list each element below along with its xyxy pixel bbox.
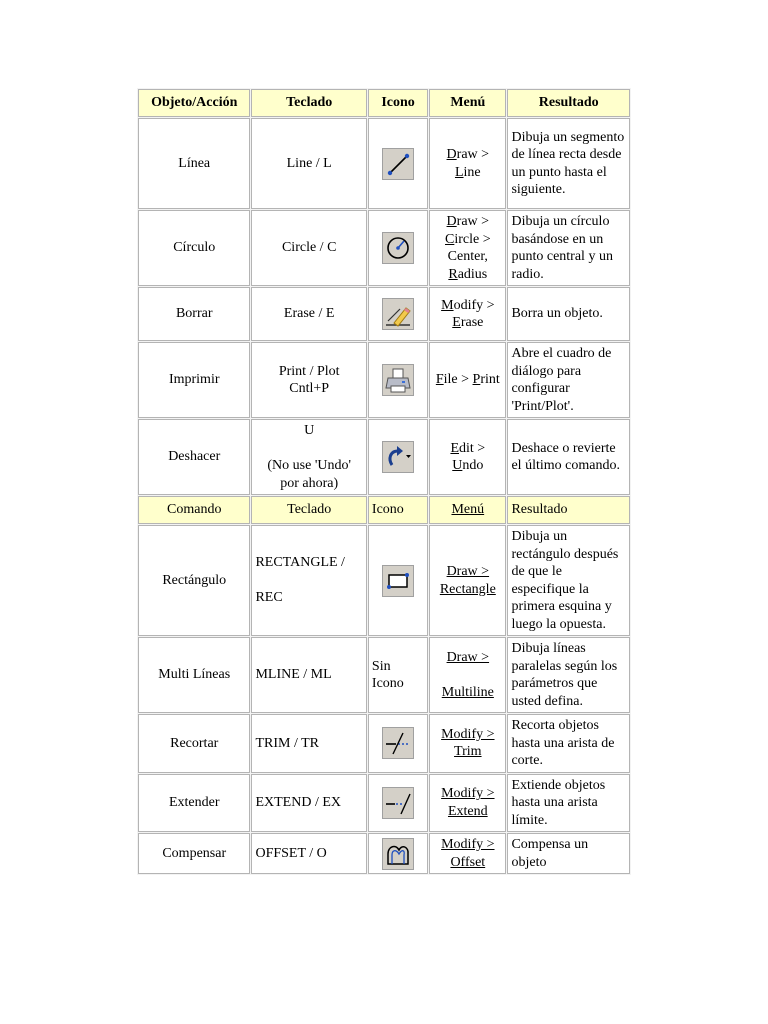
result-text: Compensa un objeto	[511, 837, 589, 870]
result-text: Extiende objetos hasta una arista límite.	[511, 777, 606, 828]
menu-link[interactable]: Extend	[447, 803, 488, 819]
keyboard-line	[255, 572, 362, 590]
menu-accelerator: D	[446, 214, 457, 229]
menu-line	[433, 563, 502, 581]
result-cell	[507, 833, 630, 874]
menu-link[interactable]: Rectangle	[439, 581, 496, 597]
result-cell	[507, 419, 630, 495]
menu-accelerator: E	[450, 440, 459, 456]
result-cell	[507, 342, 630, 418]
result-text: Abre el cuadro de diálogo para configurar 'Print/Plot'.	[511, 346, 612, 414]
menu-text: odify >	[453, 297, 495, 313]
no-icon-text: Sin Icono	[371, 658, 404, 691]
menu-path-cell	[429, 342, 506, 418]
menu-path-cell	[429, 525, 506, 636]
header2-icono: Icono	[368, 496, 428, 524]
menu-path-cell	[429, 774, 506, 833]
menu-text: ine	[463, 164, 481, 180]
keyboard-line: RECTANGLE /	[255, 555, 345, 571]
menu-link[interactable]: Trim	[454, 744, 482, 760]
command-name: Compensar	[162, 845, 227, 861]
icon-cell	[368, 637, 428, 713]
command-name: Rectángulo	[162, 572, 227, 588]
header-row-2	[138, 496, 630, 524]
result-cell	[507, 118, 630, 209]
keyboard-line: MLINE / ML	[255, 667, 332, 683]
offset-icon	[382, 838, 414, 870]
menu-line	[433, 248, 502, 266]
command-name: Multi Líneas	[158, 667, 231, 683]
menu-accelerator: U	[452, 458, 463, 473]
keyboard-cell	[251, 210, 366, 286]
menu-text: ndo	[462, 458, 484, 473]
table-row	[138, 774, 630, 833]
icon-cell	[368, 287, 428, 341]
object-name-cell	[138, 118, 250, 209]
header-menu: Menú	[429, 89, 506, 117]
object-name: Círculo	[173, 240, 216, 256]
header2-resultado: Resultado	[507, 496, 630, 524]
keyboard-line	[255, 440, 362, 458]
keyboard-cell	[251, 637, 366, 713]
keyboard-line: Line / L	[286, 155, 332, 171]
menu-link[interactable]: Multiline	[441, 684, 494, 700]
table-row	[138, 210, 630, 286]
result-cell	[507, 637, 630, 713]
commands-table	[137, 88, 631, 875]
line-icon	[382, 148, 414, 180]
menu-line	[433, 297, 502, 315]
object-name: Línea	[178, 155, 211, 171]
keyboard-line: OFFSET / O	[255, 845, 327, 861]
circle-icon	[382, 232, 414, 264]
keyboard-cell	[251, 774, 366, 833]
undo-icon	[382, 441, 414, 473]
icon-cell	[368, 525, 428, 636]
menu-accelerator: L	[454, 164, 464, 180]
menu-accelerator: D	[446, 147, 457, 162]
icon-cell	[368, 210, 428, 286]
result-cell	[507, 525, 630, 636]
menu-line	[433, 164, 502, 182]
keyboard-line: U	[304, 423, 315, 438]
result-text: Dibuja un rectángulo después de que le especifique la primera esquina y luego la opuesta.	[511, 529, 619, 632]
menu-line	[433, 440, 502, 458]
menu-line	[433, 803, 502, 821]
command-name-cell	[138, 525, 250, 636]
keyboard-line: Print / Plot	[278, 363, 340, 379]
header-teclado: Teclado	[251, 89, 366, 117]
menu-line	[433, 666, 502, 684]
keyboard-line: EXTEND / EX	[255, 795, 341, 810]
menu-line	[433, 314, 502, 332]
keyboard-line: REC	[255, 590, 283, 606]
menu-accelerator: C	[445, 231, 455, 247]
menu-accelerator: E	[452, 315, 461, 330]
trim-icon	[382, 727, 414, 759]
object-name: Imprimir	[168, 372, 220, 388]
keyboard-line: por ahora)	[280, 475, 339, 491]
object-name-cell	[138, 287, 250, 341]
table-row	[138, 118, 630, 209]
menu-text: ircle >	[454, 231, 491, 247]
menu-accelerator: P	[472, 372, 481, 388]
icon-cell	[368, 118, 428, 209]
keyboard-cell	[251, 342, 366, 418]
object-name-cell	[138, 210, 250, 286]
menu-path-cell	[429, 287, 506, 341]
keyboard-line: (No use 'Undo'	[267, 458, 351, 473]
menu-link[interactable]: Offset	[450, 854, 486, 870]
table-row	[138, 833, 630, 874]
keyboard-cell	[251, 419, 366, 495]
menu-line	[433, 684, 502, 702]
icon-cell	[368, 774, 428, 833]
result-cell	[507, 714, 630, 773]
printer-icon	[382, 364, 414, 396]
menu-text: adius	[457, 266, 488, 282]
result-text: Recorta objetos hasta una arista de corte.	[511, 718, 615, 768]
result-text: Deshace o revierte el último comando.	[511, 440, 620, 473]
command-name: Extender	[168, 795, 220, 810]
menu-path-cell	[429, 210, 506, 286]
menu-line	[433, 743, 502, 761]
command-name-cell	[138, 714, 250, 773]
header-objeto: Objeto/Acción	[138, 89, 250, 117]
menu-path-cell	[429, 419, 506, 495]
menu-text: rint	[480, 372, 500, 388]
table-row	[138, 342, 630, 418]
header-resultado: Resultado	[507, 89, 630, 117]
menu-text: raw >	[456, 147, 490, 162]
keyboard-line: TRIM / TR	[255, 735, 319, 751]
eraser-icon	[382, 298, 414, 330]
menu-line	[433, 785, 502, 803]
menu-link[interactable]: Modify >	[441, 837, 495, 852]
menu-path-cell	[429, 714, 506, 773]
menu-line	[433, 457, 502, 475]
header2-comando: Comando	[138, 496, 250, 524]
keyboard-cell	[251, 118, 366, 209]
menu-text: rase	[460, 315, 484, 330]
command-name: Recortar	[170, 735, 219, 751]
menu-path-cell	[429, 637, 506, 713]
header-row	[138, 89, 630, 117]
menu-text: raw >	[456, 214, 490, 229]
menu-path-cell	[429, 833, 506, 874]
menu-text: Center,	[447, 249, 488, 264]
keyboard-line: Cntl+P	[289, 381, 330, 396]
menu-line	[433, 649, 502, 667]
menu-link[interactable]: Modify >	[441, 786, 495, 802]
object-name: Borrar	[175, 306, 213, 322]
command-name-cell	[138, 774, 250, 833]
keyboard-cell	[251, 287, 366, 341]
icon-cell	[368, 714, 428, 773]
icon-cell	[368, 419, 428, 495]
table-row	[138, 714, 630, 773]
table-row	[138, 637, 630, 713]
icon-cell	[368, 833, 428, 874]
table-row	[138, 287, 630, 341]
menu-line	[433, 146, 502, 164]
menu-line	[433, 854, 502, 872]
command-name-cell	[138, 637, 250, 713]
keyboard-cell	[251, 525, 366, 636]
menu-accelerator: M	[441, 297, 454, 313]
menu-link[interactable]: Draw >	[446, 564, 490, 579]
result-text: Dibuja un segmento de línea recta desde un punto hasta el siguiente.	[511, 129, 625, 197]
result-text: Borra un objeto.	[511, 306, 603, 322]
object-name-cell	[138, 419, 250, 495]
menu-line	[433, 836, 502, 854]
menu-link[interactable]: Modify >	[441, 726, 495, 742]
header2-teclado: Teclado	[251, 496, 366, 524]
menu-line	[433, 213, 502, 231]
extend-icon	[382, 787, 414, 819]
keyboard-line: Erase / E	[283, 306, 335, 322]
result-text: Dibuja líneas paralelas según los parámetros que usted defina.	[511, 641, 618, 709]
menu-text: ile >	[443, 372, 473, 388]
object-name: Deshacer	[168, 449, 221, 465]
menu-accelerator: R	[448, 266, 458, 282]
menu-text: dit >	[459, 440, 486, 456]
menu-link[interactable]: Draw >	[446, 649, 490, 665]
result-cell	[507, 210, 630, 286]
keyboard-line: Circle / C	[281, 240, 337, 256]
keyboard-cell	[251, 833, 366, 874]
menu-line	[433, 581, 502, 599]
keyboard-cell	[251, 714, 366, 773]
table-row	[138, 419, 630, 495]
result-cell	[507, 774, 630, 833]
menu-line	[433, 371, 502, 389]
icon-cell	[368, 342, 428, 418]
result-cell	[507, 287, 630, 341]
menu-path-cell	[429, 118, 506, 209]
object-name-cell	[138, 342, 250, 418]
table-row	[138, 525, 630, 636]
menu-accelerator: F	[435, 372, 444, 388]
header2-menu-text: Menú	[451, 502, 485, 518]
result-text: Dibuja un círculo basándose en un punto central y un radio.	[511, 214, 613, 282]
header-icono: Icono	[368, 89, 428, 117]
header2-menu	[429, 496, 506, 524]
command-name-cell	[138, 833, 250, 874]
menu-line	[433, 726, 502, 744]
menu-line	[433, 231, 502, 249]
rectangle-icon	[382, 565, 414, 597]
menu-line	[433, 266, 502, 284]
